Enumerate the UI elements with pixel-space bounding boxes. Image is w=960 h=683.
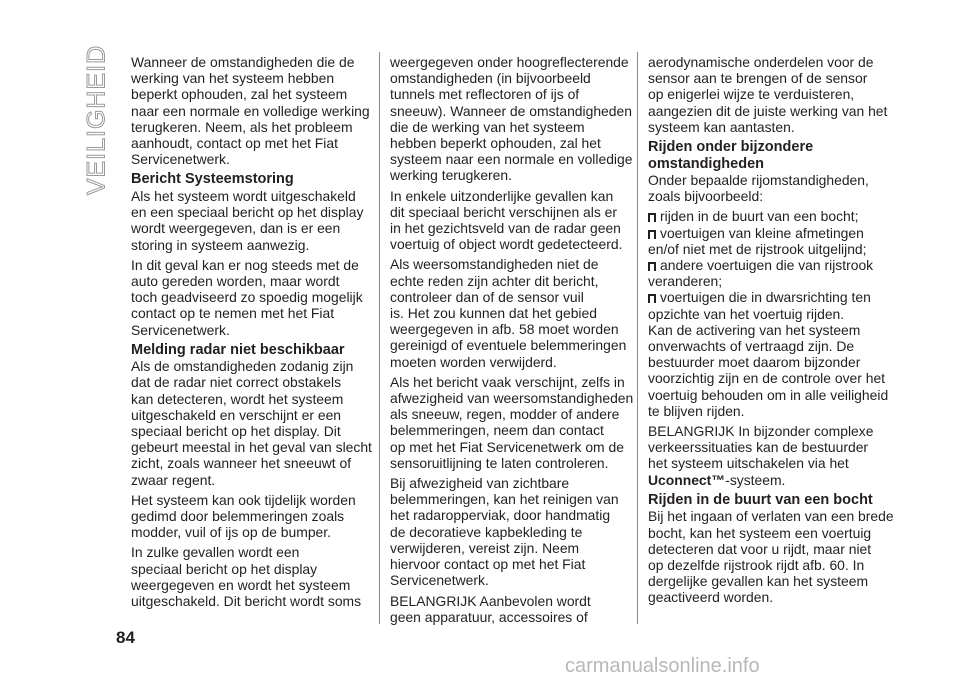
text-line: Wanneer de omstandigheden die de [131, 54, 355, 70]
text-line: BELANGRIJK Aanbevolen wordt [390, 592, 591, 609]
text-line: weergegeven onder hoogreflecterende [390, 54, 629, 70]
page-number: 84 [116, 628, 135, 647]
paragraph [390, 256, 627, 370]
text-line: andere voertuigen die van rijstrook [648, 257, 880, 273]
text-line: belemmeringen, kan het reinigen van [390, 491, 619, 508]
text-line: kan detecteren, wordt het systeem [131, 390, 344, 407]
paragraph [131, 544, 363, 609]
text-line: systeem naar een normale en volledige [390, 151, 633, 168]
paragraph [390, 593, 622, 625]
text-line: hebben beperkt ophouden, zal het [390, 135, 601, 152]
bullet-icon [648, 294, 656, 303]
text-column-2 [390, 54, 634, 629]
text-line: Onder bepaalde rijomstandigheden, [648, 172, 869, 189]
text-line: gedimd door belemmeringen zoals [131, 508, 345, 525]
text-line: het systeem uitschakelen via het [648, 455, 849, 472]
text-line: opzichte van het voertuig rijden. [648, 305, 845, 322]
text-line: op enigerlei wijze te verduisteren, [648, 86, 855, 103]
uconnect-suffix: -systeem. [725, 471, 786, 488]
text-line: dit speciaal bericht verschijnen als er [390, 203, 617, 220]
watermark: carmanualsonline.info [565, 655, 760, 677]
text-line: veranderen; [648, 273, 723, 290]
text-line: op dezelfde rijstrook rijdt afb. 60. In [648, 556, 865, 573]
bullet-item [648, 208, 880, 224]
text-line: weergegeven in afb. 58 moet worden [390, 321, 619, 338]
text-line: geactiveerd worden. [648, 589, 774, 606]
text-line: contact op te nemen met het Fiat [131, 305, 335, 322]
text-line: afwezigheid van weersomstandigheden [390, 390, 634, 407]
section-title-vertical [82, 44, 112, 195]
text-line: weergegeven en wordt het systeem [131, 576, 351, 593]
text-line: belemmeringen, neem dan contact [390, 422, 604, 439]
text-line: voertuigen die in dwarsrichting ten [648, 289, 880, 305]
text-line: sensoruitlijning te laten controleren. [390, 454, 609, 471]
text-line: bestuurder moet daarom bijzonder [648, 354, 861, 371]
column-divider [379, 52, 380, 624]
text-line: terugkeren. Neem, als het probleem [131, 118, 353, 135]
text-line: als sneeuw, regen, modder of andere [390, 406, 620, 423]
text-line: verwijderen, vereist zijn. Neem [390, 539, 580, 556]
text-line: werking terugkeren. [390, 167, 512, 184]
text-line: auto gereden worden, maar wordt [131, 272, 340, 289]
paragraph [648, 321, 889, 419]
text-line: Als de omstandigheden zodanig zijn [131, 358, 354, 375]
text-line: echte reden zijn achter dit bericht, [390, 272, 599, 289]
text-line: voorzichtig zijn en de controle over het [648, 370, 886, 387]
text-line: systeem kan aantasten. [648, 118, 795, 135]
paragraph [131, 492, 363, 541]
text-line: in het gezichtsveld van de radar geen [390, 220, 621, 237]
paragraph-lines [648, 423, 880, 472]
text-line: aangezien dit de juiste werking van het [648, 102, 888, 119]
bullet-icon [648, 262, 656, 271]
text-line: voertuig behouden om in alle veiligheid [648, 386, 889, 403]
text-line: aerodynamische onderdelen voor de [648, 54, 874, 70]
text-line: Servicenetwerk. [131, 151, 230, 168]
text-line: werking van het systeem hebben [131, 70, 335, 87]
text-line: rijden in de buurt van een bocht; [648, 208, 880, 224]
text-line: en een speciaal bericht op het display [131, 204, 364, 221]
paragraph [648, 172, 880, 204]
paragraph-uconnect [648, 423, 880, 488]
text-line: Bij afwezigheid van zichtbare [390, 475, 570, 492]
text-line: geen apparatuur, accessoires of [390, 608, 588, 625]
text-line: is. Het zou kunnen dat het gebied [390, 305, 597, 322]
text-line: wordt weergegeven, dan is er een [131, 220, 341, 237]
text-line: Als het systeem wordt uitgeschakeld [131, 187, 356, 204]
bullet-icon [648, 230, 656, 239]
paragraph [131, 188, 363, 253]
heading-system-failure: Bericht Systeemstoring [131, 171, 294, 188]
text-line: storing in systeem aanwezig. [131, 236, 310, 253]
text-line: gebeurt meestal in het geval van slecht [131, 439, 372, 456]
text-line: voertuigen van kleine afmetingen [648, 225, 880, 241]
text-line: Bij het ingaan of verlaten van een brede [648, 508, 894, 525]
text-line: speciaal bericht op het display. Dit [131, 423, 341, 440]
text-line: Servicenetwerk. [131, 321, 230, 338]
paragraph [390, 373, 634, 471]
heading-near-bend: Rijden in de buurt van een bocht [648, 491, 873, 508]
column-divider [637, 52, 638, 624]
text-line: Rijden onder bijzondere [648, 139, 814, 156]
uconnect-label: Uconnect™ [648, 471, 726, 488]
text-line: zwaar regent. [131, 471, 216, 488]
bullet-list [648, 208, 880, 321]
text-line: en/of niet met de rijstrook uitgelijnd; [648, 240, 867, 257]
text-line: uitgeschakeld. Dit bericht wordt soms [131, 593, 362, 610]
text-line: omstandigheden [648, 155, 765, 172]
heading-special-conditions [648, 139, 880, 172]
text-line: het radaropperviak, door handmatig [390, 507, 611, 524]
text-line: gereinigd of eventuele belemmeringen [390, 337, 627, 354]
text-line: toch geadviseerd zo spoedig mogelijk [131, 289, 363, 306]
text-line: Het systeem kan ook tijdelijk worden [131, 491, 356, 508]
text-line: voertuig of object wordt gedetecteerd. [390, 236, 623, 253]
heading-radar-unavailable: Melding radar niet beschikbaar [131, 341, 345, 358]
text-line: te blijven rijden. [648, 402, 745, 419]
text-line: beperkt ophouden, zal het systeem [131, 86, 348, 103]
text-line: controleer dan of de sensor vuil [390, 288, 584, 305]
text-line: naar een normale en volledige werking [131, 102, 370, 119]
text-line: In zulke gevallen wordt een [131, 544, 300, 561]
bullet-item [648, 225, 880, 257]
text-line: dergelijke gevallen kan het systeem [648, 573, 869, 590]
text-line: Kan de activering van het systeem [648, 321, 861, 338]
text-column-3 [648, 54, 894, 610]
text-line: zoals bijvoorbeeld: [648, 188, 764, 205]
text-line: In enkele uitzonderlijke gevallen kan [390, 187, 614, 204]
text-line: uitgeschakeld en verschijnt er een [131, 406, 342, 423]
text-line: BELANGRIJK In bijzonder complexe [648, 423, 874, 440]
text-line: sensor aan te brengen of de sensor [648, 70, 868, 87]
paragraph [648, 508, 894, 606]
paragraph [390, 54, 633, 184]
text-line: aanhoudt, contact op met het Fiat [131, 135, 338, 152]
paragraph [390, 188, 622, 253]
paragraph [390, 475, 622, 588]
paragraph [131, 358, 372, 488]
text-line: verkeerssituaties kan de bestuurder [648, 439, 869, 456]
text-line: bocht, kan het systeem een voertuig [648, 524, 872, 541]
text-line: detecteren dat voor u rijdt, maar niet [648, 540, 872, 557]
text-line: hiervoor contact op met het Fiat [390, 556, 586, 573]
text-line: dat de radar niet correct obstakels [131, 374, 342, 391]
text-line: sneeuw). Wanneer de omstandigheden [390, 102, 632, 119]
text-line: modder, vuil of ijs op de bumper. [131, 524, 331, 541]
text-line: op met het Fiat Servicenetwerk om de [390, 438, 624, 455]
text-line: Als het bericht vaak verschijnt, zelfs in [390, 373, 625, 390]
text-column-1 [131, 54, 372, 613]
text-line: moeten worden verwijderd. [390, 353, 557, 370]
text-line: onverwachts of vertraagd zijn. De [648, 338, 855, 355]
bullet-item [648, 257, 880, 289]
text-line: In dit geval kan er nog steeds met de [131, 256, 359, 273]
bullet-icon [648, 213, 656, 222]
text-line: omstandigheden (in bijvoorbeeld [390, 70, 591, 87]
paragraph [131, 257, 363, 338]
text-line: Servicenetwerk. [390, 572, 489, 589]
text-line: tunnels met reflectoren of ijs of [390, 86, 580, 103]
text-line: zicht, zoals wanneer het sneeuwt of [131, 455, 352, 472]
text-line: Als weersomstandigheden niet de [390, 256, 599, 273]
text-line: die de werking van het systeem [390, 118, 585, 135]
text-line: de decoratieve kapbekleding te [390, 523, 583, 540]
paragraph [131, 54, 370, 168]
bullet-item [648, 289, 880, 321]
paragraph [648, 54, 888, 135]
section-title-text: VEILIGHEID [82, 44, 111, 195]
text-line: speciaal bericht op het display [131, 560, 318, 577]
